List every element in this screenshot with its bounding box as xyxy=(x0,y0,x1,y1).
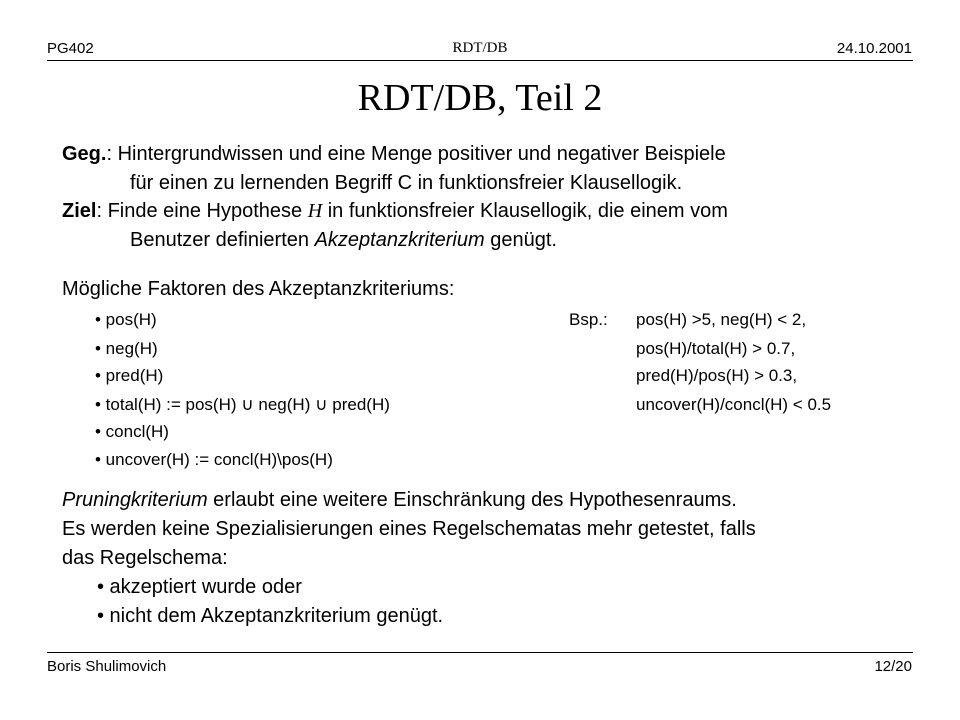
goal-line-1 xyxy=(62,199,728,223)
goal-text-2a: Benutzer definierten xyxy=(130,229,310,251)
goal-text-1a: : Finde eine Hypothese xyxy=(96,200,303,222)
pruning-text-1: erlaubt eine weitere Einschränkung des Hypothesenraums. xyxy=(213,489,737,511)
factor-item: • uncover(H) := concl(H)\pos(H) xyxy=(95,450,333,469)
pruning-emphasis: Pruningkriterium xyxy=(62,489,208,511)
example-item: uncover(H)/concl(H) < 0.5 xyxy=(636,395,832,414)
footer-rule xyxy=(47,652,913,653)
example-item: pos(H)/total(H) > 0.7, xyxy=(636,339,796,358)
goal-label: Ziel xyxy=(62,200,97,222)
pruning-bullet: • nicht dem Akzeptanzkriterium genügt. xyxy=(97,605,444,627)
factor-item: • pred(H) xyxy=(95,366,164,385)
header-rule xyxy=(47,60,913,61)
factors-heading: Mögliche Faktoren des Akzeptanzkriteriums: xyxy=(62,278,455,300)
pruning-text-3: das Regelschema: xyxy=(62,547,228,569)
given-line-1 xyxy=(62,142,726,166)
example-label: Bsp.: xyxy=(569,310,608,329)
goal-emphasis: Akzeptanzkriterium xyxy=(314,229,485,251)
factor-item: • concl(H) xyxy=(95,422,169,441)
hypothesis-symbol: H xyxy=(307,200,323,222)
pruning-text-2: Es werden keine Spezialisierungen eines Regelschematas mehr getestet, falls xyxy=(62,518,756,540)
factor-item: • neg(H) xyxy=(95,339,158,358)
footer-author: Boris Shulimovich xyxy=(47,658,167,675)
goal-line-2 xyxy=(130,228,557,252)
goal-text-1b: in funktionsfreier Klausellogik, die einem vom xyxy=(327,200,728,222)
example-item: pred(H)/pos(H) > 0.3, xyxy=(636,366,798,385)
header-course: PG402 xyxy=(47,40,94,57)
slide-title: RDT/DB, Teil 2 xyxy=(357,77,603,119)
given-label: Geg. xyxy=(62,143,107,165)
given-text-1: : Hintergrundwissen und eine Menge positiver und negativer Beispiele xyxy=(106,143,726,165)
footer-page-number: 12/20 xyxy=(874,658,912,675)
pruning-bullet: • akzeptiert wurde oder xyxy=(97,576,302,598)
given-text-2: für einen zu lernenden Begriff C in funktionsfreier Klausellogik. xyxy=(130,172,683,194)
header-date: 24.10.2001 xyxy=(836,40,912,57)
header-topic: RDT/DB xyxy=(452,40,508,56)
example-item: pos(H) >5, neg(H) < 2, xyxy=(636,310,807,329)
factor-item: • total(H) := pos(H) ∪ neg(H) ∪ pred(H) xyxy=(95,395,390,414)
goal-text-2b: genügt. xyxy=(490,229,557,251)
factor-item: • pos(H) xyxy=(95,310,157,329)
pruning-line-1 xyxy=(62,488,737,512)
